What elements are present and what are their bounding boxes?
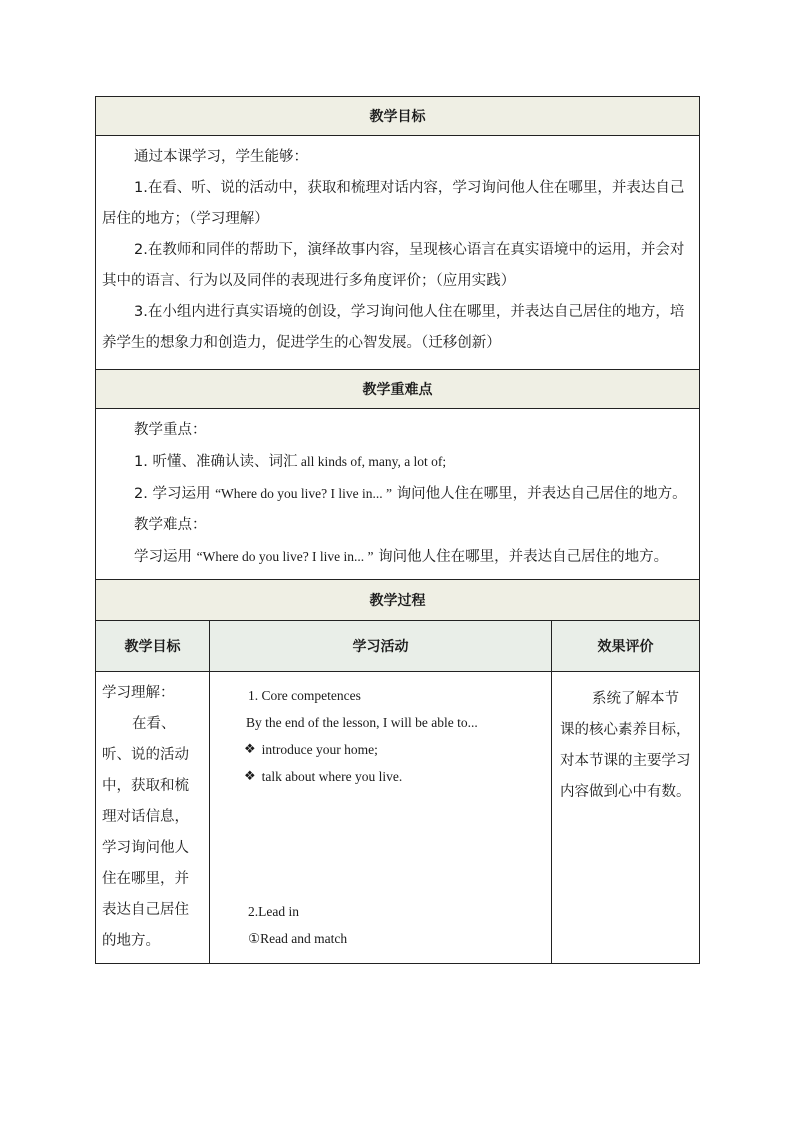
difficult-point-quote: “Where do you live? I live in... ” [196, 549, 374, 564]
key-point-2 [102, 478, 689, 510]
goal-text: 在看、听、说的活动中，获取和梳理对话信息，学习询问他人住在哪里，并表达自己居住的地方。 [102, 716, 189, 949]
key-point-1-prefix: 1. 听懂、准确认读、词汇 [134, 454, 298, 470]
difficult-point-1 [102, 541, 689, 573]
objective-item-1: 1.在看、听、说的活动中，获取和梳理对话内容，学习询问他人住在哪里，并表达自己居住的地方；（学习理解） [102, 180, 685, 227]
key-point-2-suffix: 询问他人住在哪里，并表达自己居住的地方。 [392, 486, 687, 502]
column-header-goal: 教学目标 [96, 621, 210, 672]
diamond-bullet-icon: ❖ [244, 769, 256, 784]
objective-item-2: 2.在教师和同伴的帮助下，演绎故事内容，呈现核心语言在真实语境中的运用，并会对其中的语言、行为以及同伴的表现进行多角度评价；（应用实践） [102, 242, 685, 289]
activity-title: 1. Core competences [248, 688, 361, 703]
key-points-body [96, 409, 700, 580]
key-point-2-quote: “Where do you live? I live in... ” [215, 486, 392, 501]
lead-in-title: 2.Lead in [248, 904, 299, 919]
key-point-2-prefix: 2. 学习运用 [134, 486, 216, 502]
section-header-key-points: 教学重难点 [96, 370, 700, 409]
column-header-evaluation: 效果评价 [552, 621, 700, 672]
key-point-1-words: all kinds of, many, a lot of; [297, 454, 447, 469]
process-goal-cell [96, 672, 210, 964]
section-header-objectives: 教学目标 [96, 97, 700, 136]
process-activity-cell [210, 672, 552, 964]
lesson-plan-document [95, 96, 699, 964]
difficult-point-prefix: 学习运用 [134, 549, 197, 565]
activity-line: By the end of the lesson, I will be able to... [246, 715, 478, 730]
activity-bullet-2 [244, 763, 541, 790]
difficult-points-label: 教学难点： [134, 517, 207, 533]
objective-item-3: 3.在小组内进行真实语境的创设，学习询问他人住在哪里，并表达自己居住的地方，培养学生的想象力和创造力，促进学生的心智发展。（迁移创新） [102, 304, 685, 351]
activity-bullet-2-text: talk about where you live. [261, 769, 403, 784]
section-header-process: 教学过程 [96, 580, 700, 621]
diamond-bullet-icon: ❖ [244, 742, 256, 757]
difficult-point-suffix: 询问他人住在哪里，并表达自己居住的地方。 [373, 549, 669, 565]
lesson-plan-table [95, 96, 700, 964]
evaluation-text: 系统了解本节课的核心素养目标，对本节课的主要学习内容做到心中有数。 [560, 691, 691, 800]
key-points-label: 教学重点： [134, 422, 207, 438]
read-and-match: ①Read and match [248, 931, 348, 946]
goal-label: 学习理解： [102, 685, 175, 701]
process-evaluation-cell [552, 672, 700, 964]
objectives-intro: 通过本课学习，学生能够： [134, 149, 308, 165]
activity-bullet-1 [244, 736, 541, 763]
column-header-activity: 学习活动 [210, 621, 552, 672]
activity-bullet-1-text: introduce your home; [261, 742, 378, 757]
key-point-1 [102, 446, 689, 478]
objectives-body [96, 136, 700, 370]
